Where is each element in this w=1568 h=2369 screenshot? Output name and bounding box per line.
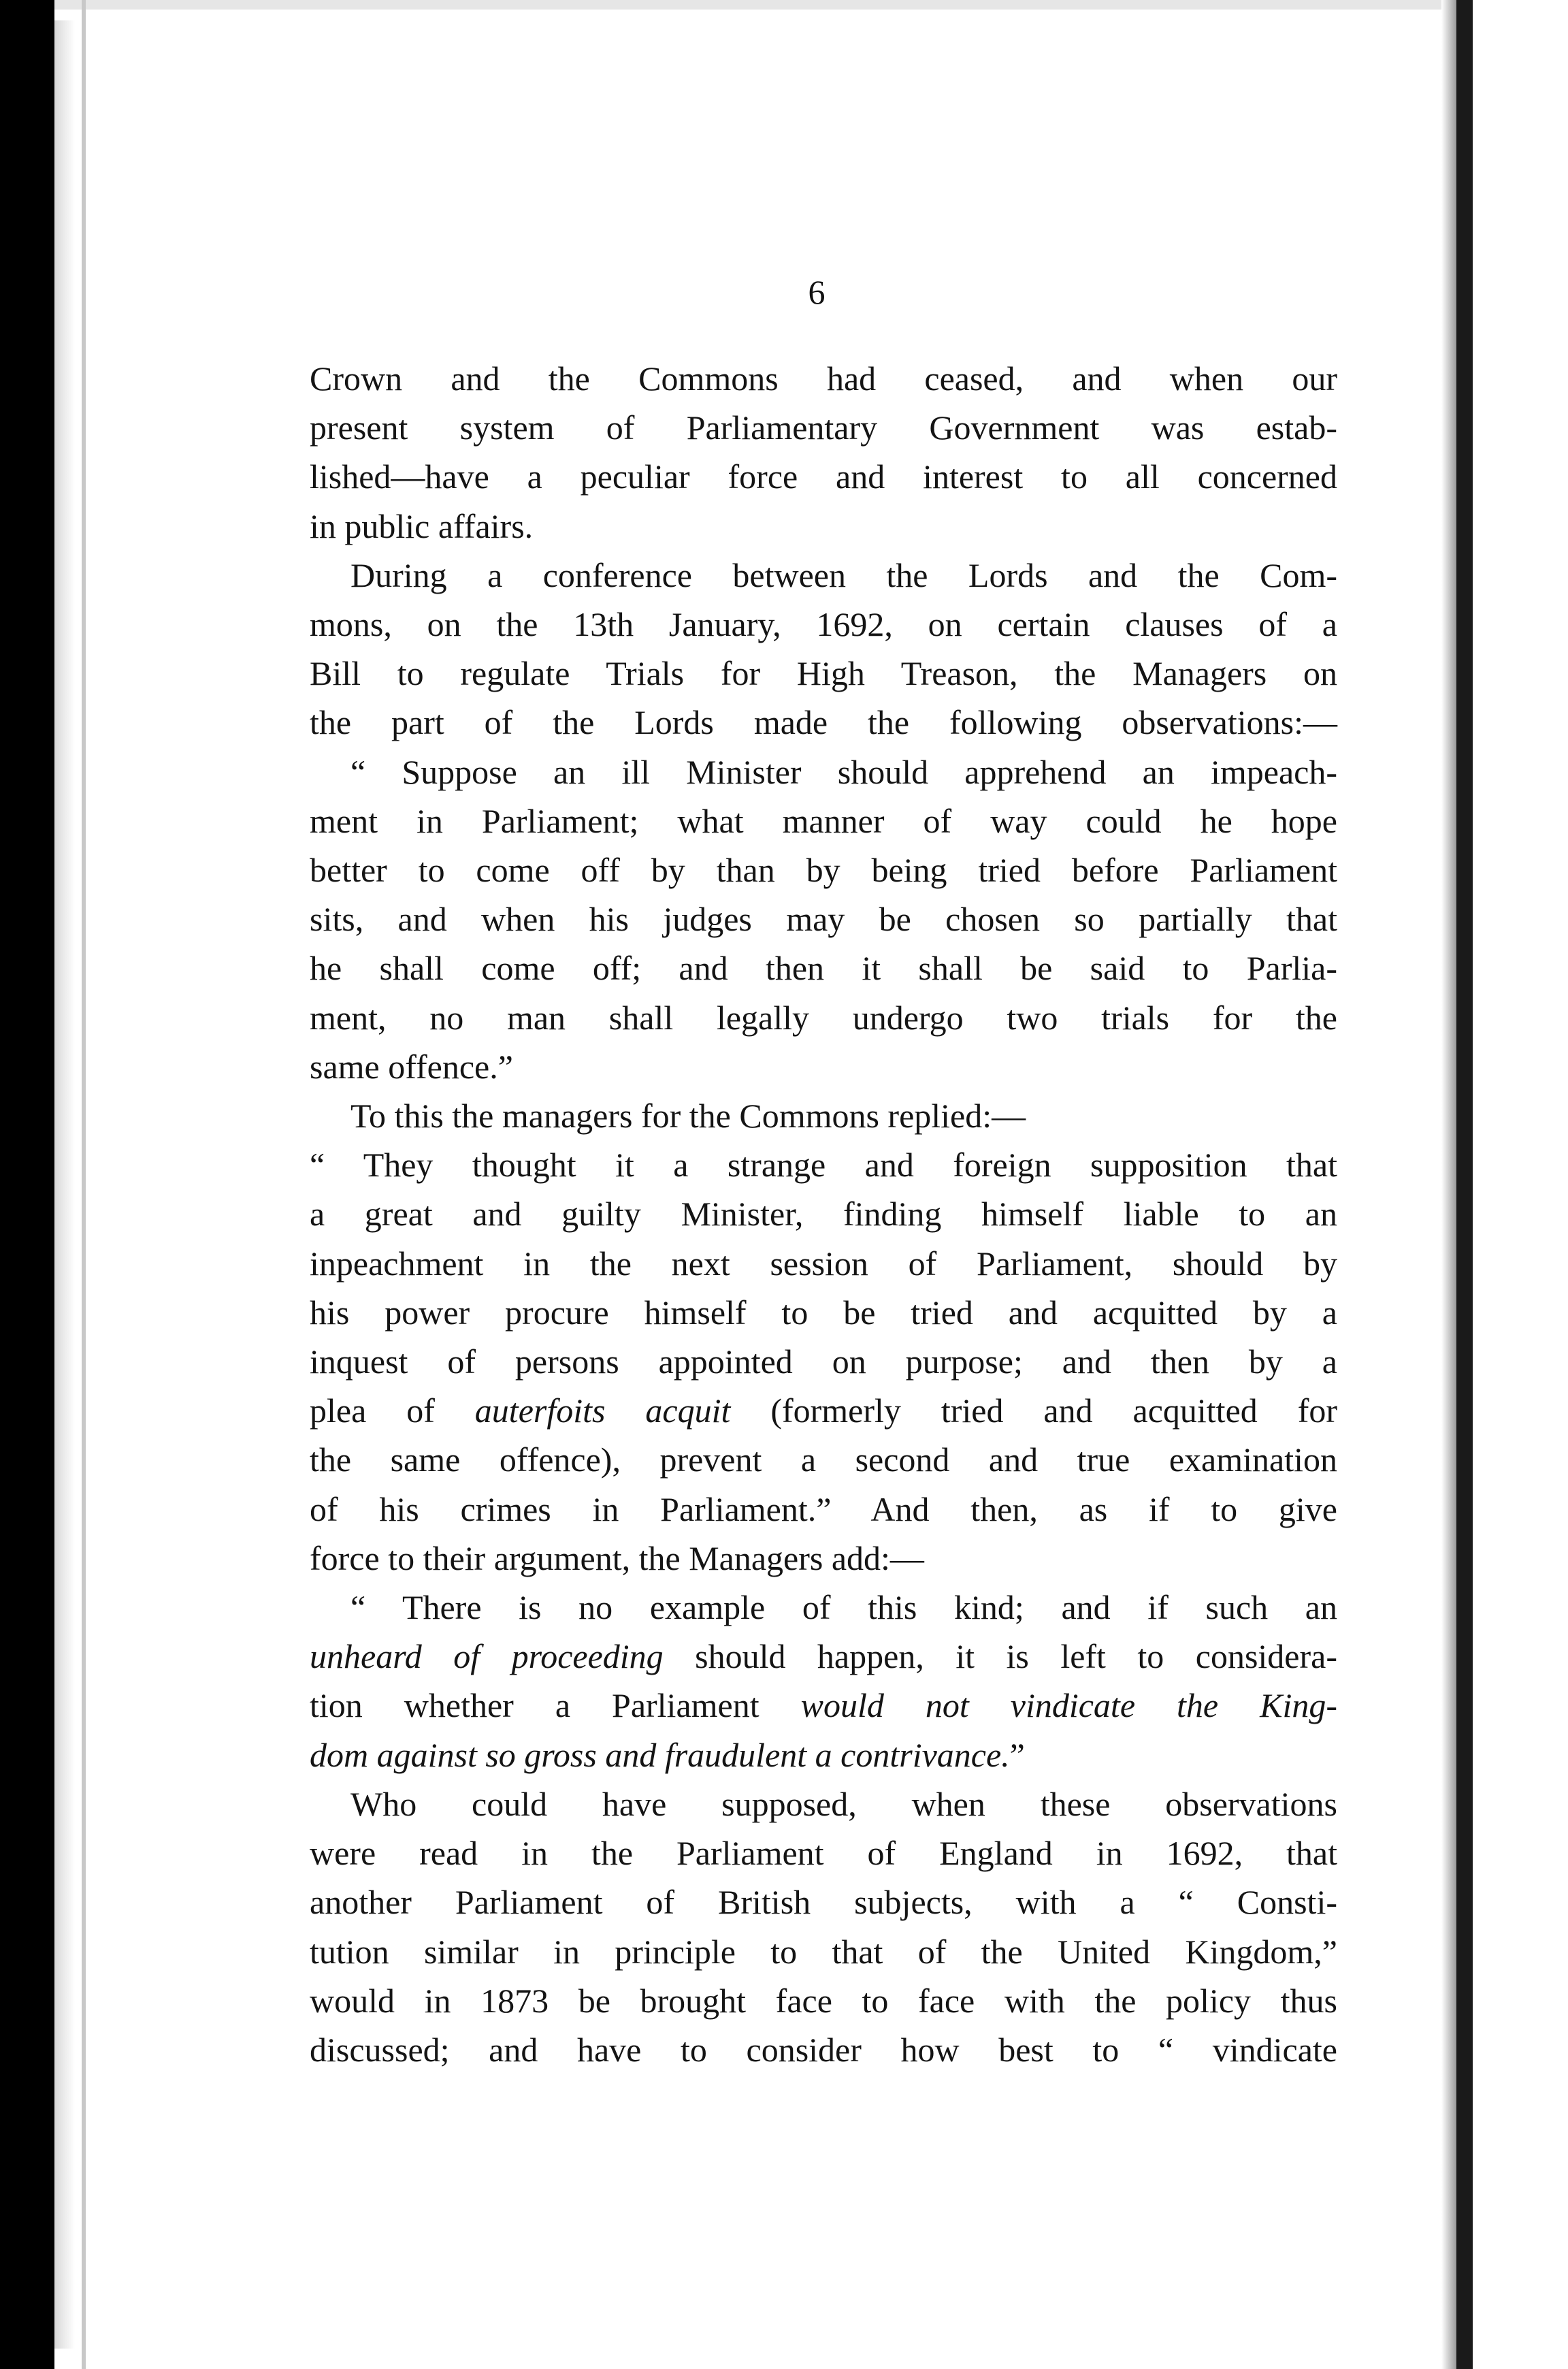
text-line: a great and guilty Minister, finding himself liable to an xyxy=(310,1195,1337,1234)
text-line: in public affairs. xyxy=(310,506,534,545)
page-number: 6 xyxy=(808,273,826,311)
text-line: lished—have a peculiar force and interest to all concerned xyxy=(310,457,1337,496)
text-line: Who could have supposed, when these observations xyxy=(350,1784,1337,1823)
text-line: another Parliament of British subjects, with a “ Consti- xyxy=(310,1883,1337,1922)
text-line: ment, no man shall legally undergo two trials for the xyxy=(310,998,1337,1037)
italic-text: unheard of proceeding xyxy=(310,1637,664,1676)
text-line: sits, and when his judges may be chosen so partially that xyxy=(310,900,1337,939)
text-line: During a conference between the Lords and the Com- xyxy=(350,555,1337,594)
text-line: discussed; and have to consider how best to “ vindicate xyxy=(310,2030,1337,2069)
italic-text: would not vindicate the King- xyxy=(800,1686,1337,1725)
text-line xyxy=(310,1632,1337,1681)
text-line: “ They thought it a strange and foreign supposition that xyxy=(310,1146,1337,1184)
text-line: “ Suppose an ill Minister should apprehend an impeach- xyxy=(350,752,1337,791)
text-line: present system of Parliamentary Government was estab- xyxy=(310,408,1337,447)
text-line: inpeachment in the next session of Parliament, should by xyxy=(310,1244,1337,1283)
text-line: inquest of persons appointed on purpose; and then by a xyxy=(310,1342,1337,1381)
text-line: Bill to regulate Trials for High Treason, the Managers on xyxy=(310,654,1337,693)
text-line: force to their argument, the Managers add:— xyxy=(310,1538,924,1577)
text-line: would in 1873 be brought face to face with the policy thus xyxy=(310,1981,1337,2020)
text-line: To this the managers for the Commons replied:— xyxy=(350,1097,1026,1135)
text-run: should happen, it is left to considera- xyxy=(663,1637,1337,1676)
page-left-edge-line xyxy=(82,0,86,2369)
text-line: he shall come off; and then it shall be said to Parlia- xyxy=(310,949,1337,988)
text-line: of his crimes in Parliament.” And then, as if to give xyxy=(310,1489,1337,1528)
text-line: “ There is no example of this kind; and if such an xyxy=(350,1588,1337,1627)
text-line: better to come off by than by being tried before Parliament xyxy=(310,851,1337,890)
text-line xyxy=(310,1386,1337,1435)
text-line: same offence.” xyxy=(310,1047,513,1086)
text-line: the part of the Lords made the following observations:— xyxy=(310,703,1337,742)
page-gutter-shadow xyxy=(1441,0,1456,2369)
text-line xyxy=(310,1730,1337,1779)
text-run: ” xyxy=(1009,1735,1025,1774)
facing-page-edge xyxy=(1473,0,1568,2369)
text-line: mons, on the 13th January, 1692, on certain clauses of a xyxy=(310,605,1337,644)
page-left-edge-shadow xyxy=(54,20,75,2349)
text-line: Crown and the Commons had ceased, and when our xyxy=(310,359,1337,398)
text-run: plea of xyxy=(310,1391,475,1430)
text-run: (formerly tried and acquitted for xyxy=(730,1391,1337,1430)
text-run: tion whether a Parliament xyxy=(310,1686,801,1725)
text-line xyxy=(310,1681,1337,1730)
text-line: ment in Parliament; what manner of way could he hope xyxy=(310,801,1337,840)
text-line: the same offence), prevent a second and true examination xyxy=(310,1440,1337,1479)
italic-text: dom against so gross and fraudulent a contrivance. xyxy=(310,1735,1010,1774)
italic-text: auterfoits acquit xyxy=(474,1391,731,1430)
text-line: tution similar in principle to that of the United Kingdom,” xyxy=(310,1932,1337,1971)
book-spine xyxy=(1456,0,1473,2369)
text-line: were read in the Parliament of England in 1692, that xyxy=(310,1834,1337,1873)
page-top-edge xyxy=(54,0,1456,10)
body-text xyxy=(310,354,1337,2074)
text-line: his power procure himself to be tried and acquitted by a xyxy=(310,1293,1337,1332)
